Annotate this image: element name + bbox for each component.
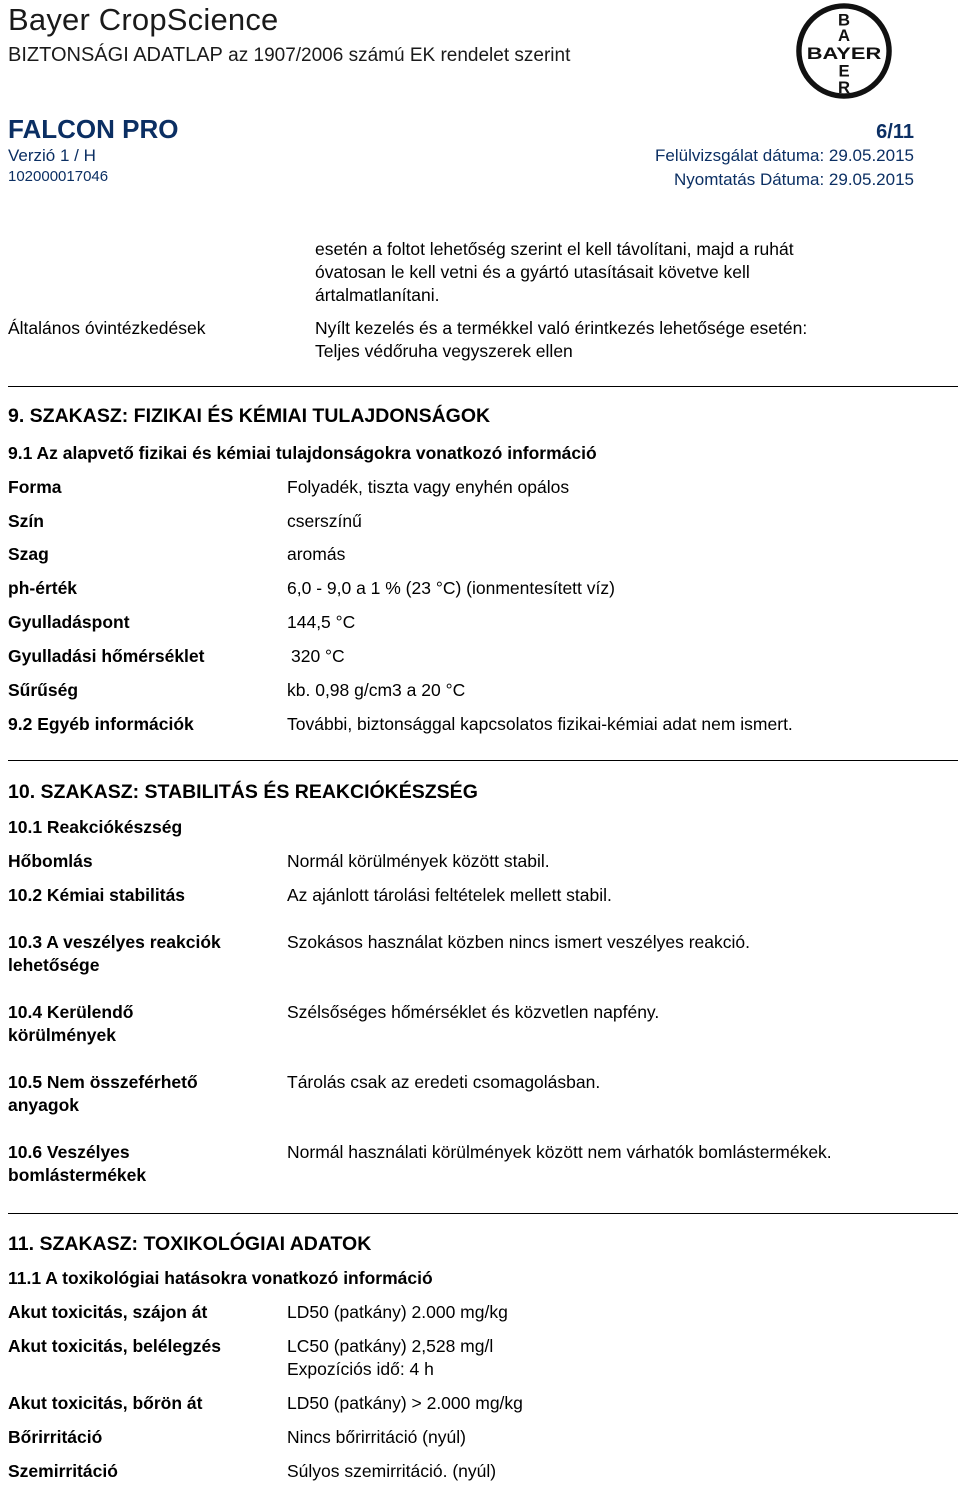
stability-label: 10.6 Veszélyes xyxy=(8,1142,130,1162)
property-value: További, biztonsággal kapcsolatos fizikai-kémiai adat nem ismert. xyxy=(287,714,793,734)
stability-value: Tárolás csak az eredeti csomagolásban. xyxy=(287,1072,601,1092)
section-10-1-subtitle: 10.1 Reakciókészség xyxy=(8,817,183,837)
product-name: FALCON PRO xyxy=(8,114,179,144)
stability-value: Szélsőséges hőmérséklet és közvetlen napfény. xyxy=(287,1002,660,1022)
general-precautions-value: Teljes védőruha vegyszerek ellen xyxy=(315,341,573,361)
toxicity-value: LD50 (patkány) > 2.000 mg/kg xyxy=(287,1393,523,1413)
intro-line: óvatosan le kell vetni és a gyártó utasításait követve kell xyxy=(315,262,750,282)
property-label: Szag xyxy=(8,544,49,564)
property-label: Szín xyxy=(8,511,44,531)
toxicity-label: Akut toxicitás, bőrön át xyxy=(8,1393,203,1413)
stability-label: 10.5 Nem összeférhető xyxy=(8,1072,198,1092)
intro-line: esetén a foltot lehetőség szerint el kell távolítani, majd a ruhát xyxy=(315,239,794,259)
print-date: Nyomtatás Dátuma: 29.05.2015 xyxy=(673,170,914,189)
toxicity-value: LC50 (patkány) 2,528 mg/l xyxy=(287,1336,494,1356)
stability-label: 10.2 Kémiai stabilitás xyxy=(8,885,186,905)
property-value: Folyadék, tiszta vagy enyhén opálos xyxy=(287,477,570,497)
toxicity-label: Akut toxicitás, belélegzés xyxy=(8,1336,221,1356)
property-label: Sűrűség xyxy=(8,680,79,700)
property-label: Gyulladáspont xyxy=(8,612,130,632)
property-value: cserszínű xyxy=(287,511,362,531)
bayer-cross-logo-icon xyxy=(795,2,893,100)
property-value: aromás xyxy=(287,544,346,564)
stability-value: Normál használati körülmények között nem várhatók bomlástermékek. xyxy=(287,1142,832,1162)
page-number: 6/11 xyxy=(876,121,914,143)
section-divider xyxy=(8,760,958,761)
stability-label: 10.3 A veszélyes reakciók xyxy=(8,932,221,952)
general-precautions-label: Általános óvintézkedések xyxy=(8,318,206,338)
document-number: 102000017046 xyxy=(8,168,109,185)
version: Verzió 1 / H xyxy=(8,146,96,165)
stability-label: anyagok xyxy=(8,1095,79,1115)
toxicity-label: Bőrirritáció xyxy=(8,1427,103,1447)
document-type-line xyxy=(8,44,570,67)
logo-letter-bottom: R xyxy=(837,78,851,98)
intro-line: ártalmatlanítani. xyxy=(315,285,440,305)
toxicity-value: LD50 (patkány) 2.000 mg/kg xyxy=(287,1302,508,1322)
toxicity-value: Expozíciós idő: 4 h xyxy=(287,1359,434,1379)
document-type: BIZTONSÁGI ADATLAP xyxy=(8,44,223,66)
stability-label: 10.4 Kerülendő xyxy=(8,1002,134,1022)
stability-label: körülmények xyxy=(8,1025,116,1045)
logo-center-word: BAYER xyxy=(806,43,882,63)
section-divider xyxy=(8,386,958,387)
stability-label: lehetősége xyxy=(8,955,100,975)
section-10-title: 10. SZAKASZ: STABILITÁS ÉS REAKCIÓKÉSZSÉG xyxy=(8,781,478,803)
property-value: 320 °C xyxy=(291,646,345,666)
general-precautions-value: Nyílt kezelés és a termékkel való érintkezés lehetősége esetén: xyxy=(315,318,808,338)
toxicity-value: Súlyos szemirritáció. (nyúl) xyxy=(287,1461,497,1481)
stability-value: Szokásos használat közben nincs ismert veszélyes reakció. xyxy=(287,932,750,952)
toxicity-value: Nincs bőrirritáció (nyúl) xyxy=(287,1427,466,1447)
section-11-title: 11. SZAKASZ: TOXIKOLÓGIAI ADATOK xyxy=(8,1233,372,1255)
logo-letter-e: E xyxy=(838,61,850,81)
stability-value: Az ajánlott tárolási feltételek mellett stabil. xyxy=(287,885,612,905)
regulation-reference: az 1907/2006 számú EK rendelet szerint xyxy=(228,45,571,66)
section-11-1-subtitle: 11.1 A toxikológiai hatásokra vonatkozó információ xyxy=(8,1268,433,1288)
stability-label: bomlástermékek xyxy=(8,1165,147,1185)
property-label: Gyulladási hőmérséklet xyxy=(8,646,205,666)
section-9-1-subtitle: 9.1 Az alapvető fizikai és kémiai tulajdonságokra vonatkozó információ xyxy=(8,443,597,463)
property-label: 9.2 Egyéb információk xyxy=(8,714,194,734)
section-divider xyxy=(8,1213,958,1214)
toxicity-label: Szemirritáció xyxy=(8,1461,118,1481)
toxicity-label: Akut toxicitás, szájon át xyxy=(8,1302,208,1322)
property-value: kb. 0,98 g/cm3 a 20 °C xyxy=(287,680,466,700)
property-label: ph-érték xyxy=(8,578,78,598)
property-label: Forma xyxy=(8,477,62,497)
company-name: Bayer CropScience xyxy=(8,2,279,37)
logo-letter-top: B xyxy=(837,10,851,30)
property-value: 6,0 - 9,0 a 1 % (23 °C) (ionmentesített víz) xyxy=(287,578,615,598)
revision-date: Felülvizsgálat dátuma: 29.05.2015 xyxy=(655,146,914,165)
stability-label: Hőbomlás xyxy=(8,851,93,871)
property-value: 144,5 °C xyxy=(287,612,356,632)
section-9-title: 9. SZAKASZ: FIZIKAI ÉS KÉMIAI TULAJDONSÁGOK xyxy=(8,405,491,427)
stability-value: Normál körülmények között stabil. xyxy=(287,851,550,871)
logo-letter-a: A xyxy=(837,26,851,46)
